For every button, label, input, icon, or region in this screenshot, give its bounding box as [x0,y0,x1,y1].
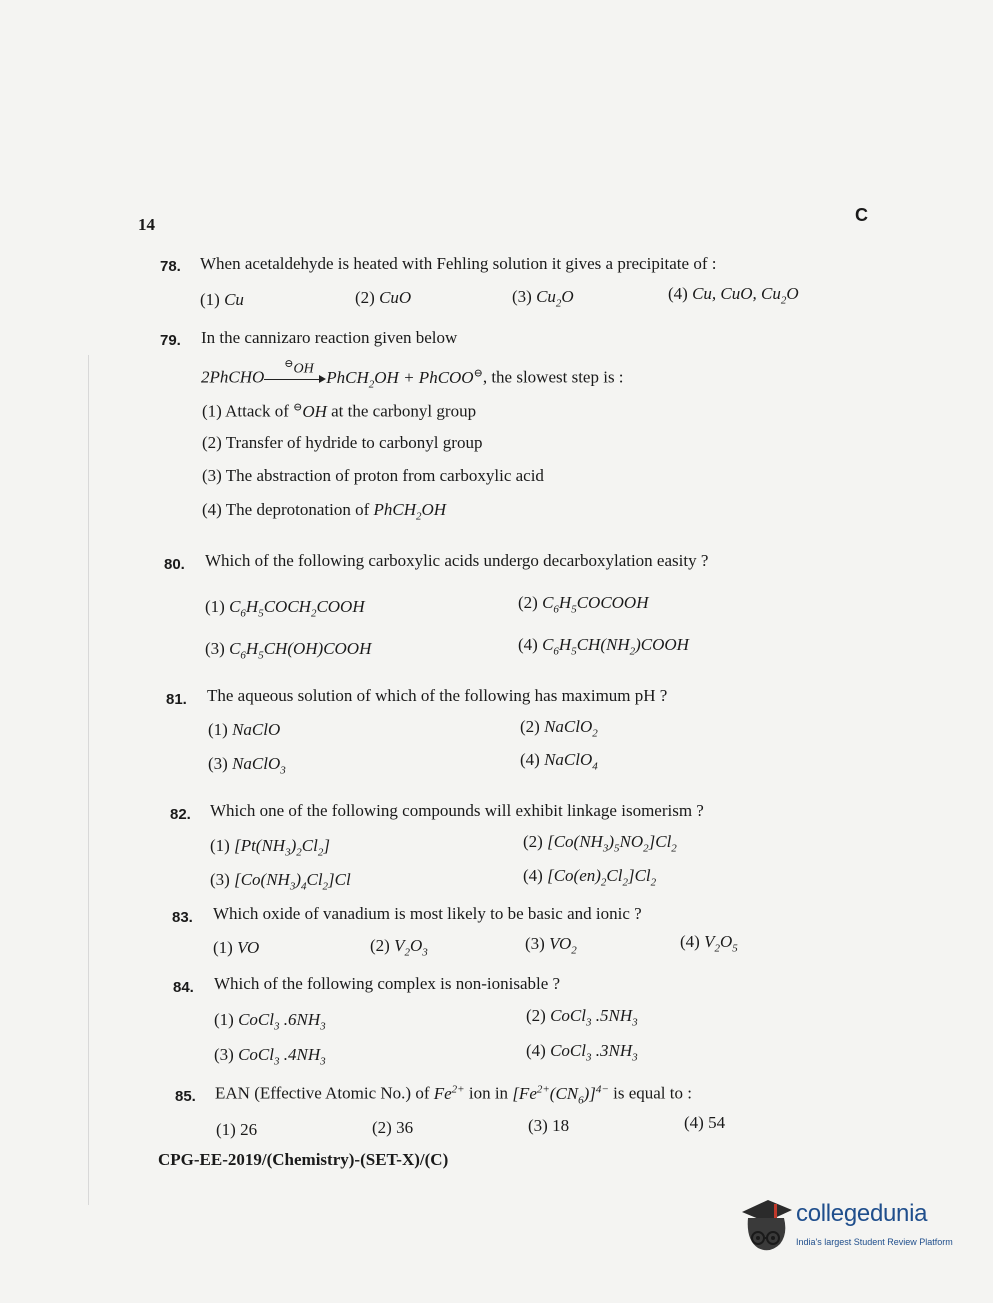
option-2: (2) $[Co(NH_3)_5NO_2]Cl_2$ [523,832,677,855]
option-1: (1) 26 [216,1120,258,1139]
option-3: (3) $C_6H_5CH(OH)COOH$ [205,639,372,662]
student-mascot-icon [738,1196,794,1258]
question-number: 83. [172,909,193,926]
question-number: 79. [160,332,181,349]
option-4: (4) NaClO$_4$ [520,750,598,773]
question-number: 78. [160,258,181,275]
question-text: Which of the following complex is non-ionisable ? [214,974,561,993]
logo-tagline: India's largest Student Review Platform [796,1237,953,1247]
option-2: (2) $C_6H_5COCOOH$ [518,593,649,616]
option-3: (3) $[Co(NH_3)_4Cl_2]Cl$ [210,870,351,893]
logo-wordmark: collegedunia [796,1200,928,1227]
option-text-tail: at the carbonyl group [331,401,477,421]
question-number: 80. [164,556,185,573]
question-text: In the cannizaro reaction given below [201,328,458,347]
option-4: (4) CoCl$_3$ $.3NH_3$ [526,1041,638,1064]
option-1: (1) $C_6H_5COCH_2COOH$ [205,597,365,620]
option-text: (1) Attack of [202,401,289,421]
option-3: (3) NaClO$_3$ [208,754,286,777]
option-text: (4) The deprotonation of [202,500,370,519]
question-text: Which one of the following compounds will exhibit linkage isomerism ? [210,801,704,820]
question-text: Which of the following carboxylic acids undergo decarboxylation easity ? [205,551,709,570]
option-1: (1) $[Pt(NH_3)_2Cl_2]$ [210,836,330,859]
question-number: 84. [173,979,194,996]
reaction-arrow [264,357,326,386]
option-2: (2) $V_2O_3$ [370,936,428,959]
option-1: (1) VO [213,938,260,957]
option-label: (1) [200,290,220,309]
option-4: (4) 54 [684,1113,726,1132]
question-text: Which oxide of vanadium is most likely to be basic and ionic ? [213,904,642,923]
option-4: (4) Cu, CuO, $Cu_2O$ [668,284,799,307]
option-label: (3) [512,287,532,306]
question-text: The aqueous solution of which of the following has maximum pH ? [207,686,668,705]
question-number: 81. [166,691,187,708]
option-3: (3) CoCl$_3$ $.4NH_3$ [214,1045,326,1068]
question-number: 85. [175,1088,196,1105]
option-3: (3) 18 [528,1116,570,1135]
option-1: (1) Attack of ⊖OH at the carbonyl group [202,401,477,421]
set-code: C [855,205,868,225]
option-3: (3) $Cu_2O$ [512,287,574,310]
scan-margin-line [88,355,89,1205]
option-label: (2) [355,288,375,307]
option-2: (2) 36 [372,1118,414,1137]
option-2: (2) NaClO$_2$ [520,717,598,740]
option-4: (4) $V_2O_5$ [680,932,738,955]
question-text: EAN (Effective Atomic No.) of $Fe^{2+}$ ion in $[Fe^{2+}(CN_6)]^{4-}$ is equal to : [215,1083,692,1107]
option-1: (1) Cu [200,290,244,309]
collegedunia-logo [738,1196,968,1260]
option-3: (3) $VO_2$ [525,934,577,957]
option-4: (4) $[Co(en)_2Cl_2]Cl_2$ [523,866,657,889]
question-text-a: EAN (Effective Atomic No.) of [215,1083,430,1103]
option-2: (2) Transfer of hydride to carbonyl group [202,433,483,452]
reaction-equation: 2PhCHO ⊖OH PhCH$_2$OH + PhCOO⊖, the slowest step is : [201,357,624,391]
option-2: (2) CoCl$_3$ $.5NH_3$ [526,1006,638,1029]
page-number: 14 [138,215,155,234]
option-1: (1) CoCl$_3$ $.6NH_3$ [214,1010,326,1033]
option-4: (4) The deprotonation of PhCH$_2$OH [202,500,447,523]
option-1: (1) NaClO [208,720,281,739]
question-text-c: is equal to : [613,1083,692,1103]
option-4: (4) $C_6H_5CH(NH_2)COOH$ [518,635,689,658]
option-2: (2) CuO [355,288,412,307]
arrow-label-text: OH [293,361,314,377]
question-text: When acetaldehyde is heated with Fehling solution it gives a precipitate of : [200,254,717,273]
question-text-b: ion in [468,1083,509,1103]
option-label: (4) [668,284,688,303]
arrow-label: ⊖OH [284,357,314,377]
exam-code-footer: CPG-EE-2019/(Chemistry)-(SET-X)/(C) [158,1150,449,1169]
reaction-tail: the slowest step is : [491,367,624,387]
option-3: (3) The abstraction of proton from carboxylic acid [202,466,544,485]
question-number: 82. [170,806,191,823]
